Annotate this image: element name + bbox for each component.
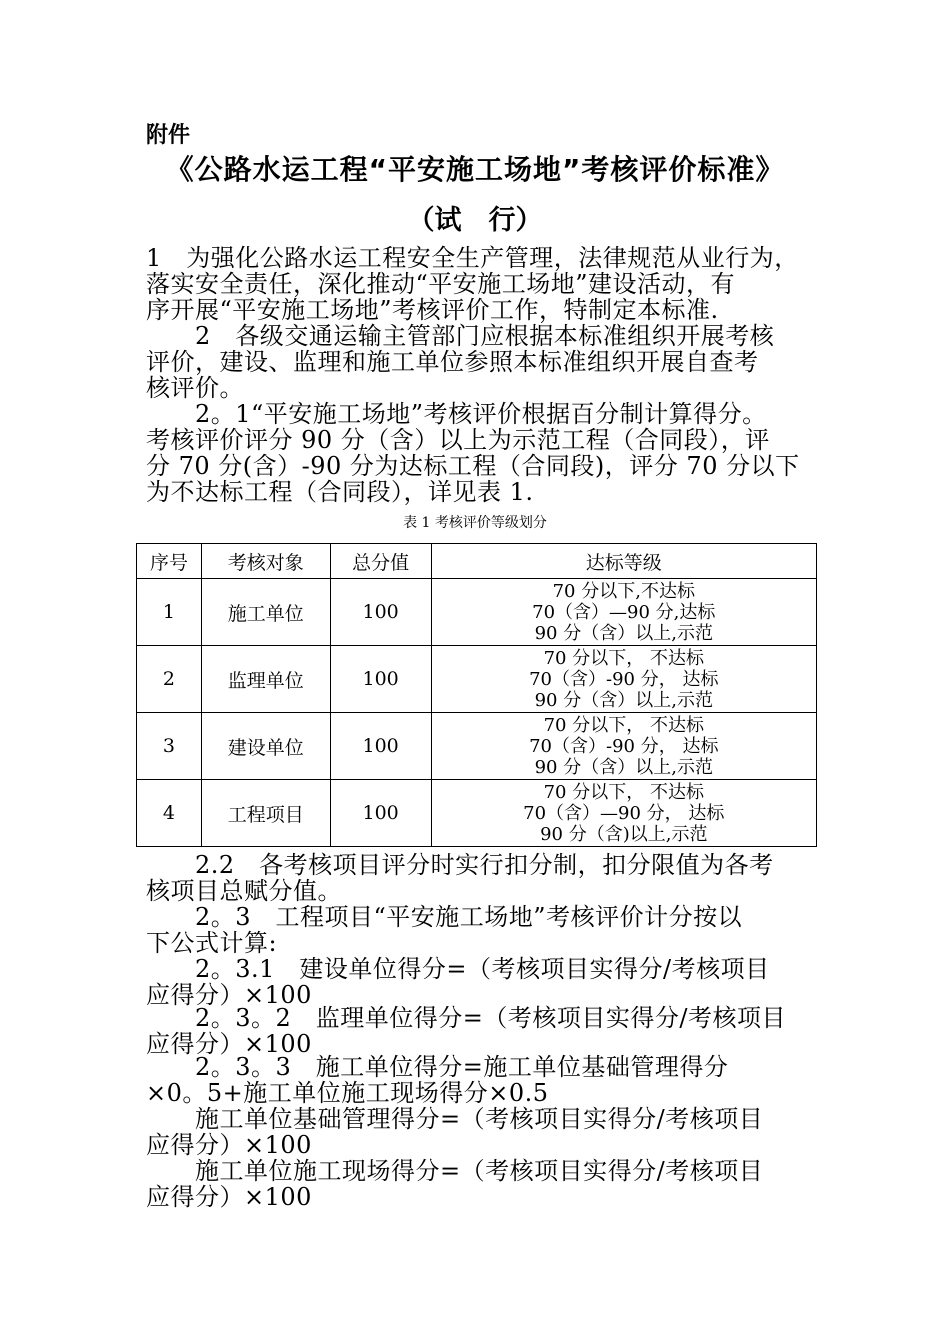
paragraph-line: 2。3。3 施工单位得分=施工单位基础管理得分: [146, 1053, 729, 1081]
paragraph-line: 考核评价评分 90 分（含）以上为示范工程（合同段），评: [146, 426, 770, 454]
document-title: 《公路水运工程“平安施工场地”考核评价标准》: [165, 153, 785, 186]
table-row: [137, 780, 817, 847]
cell-target: 工程项目: [201, 780, 330, 847]
cell-no: 3: [137, 713, 202, 780]
paragraph-line: 2 各级交通运输主管部门应根据本标准组织开展考核: [146, 322, 775, 350]
column-header-no: 序号: [137, 544, 202, 579]
table-row: [137, 646, 817, 713]
paragraph-line: 1 为强化公路水运工程安全生产管理，法律规范从业行为，: [146, 244, 799, 272]
cell-no: 4: [137, 780, 202, 847]
paragraph-line: 应得分）×100: [146, 1183, 312, 1211]
level-line: 90 分（含）以上,示范: [534, 756, 713, 778]
paragraph-line: 核评价。: [146, 374, 244, 402]
cell-levels: [431, 713, 816, 780]
level-line: 70（含）-90 分， 达标: [529, 668, 719, 690]
cell-score: 100: [330, 780, 431, 847]
column-header-score: 总分值: [330, 544, 431, 579]
table-row: [137, 579, 817, 646]
cell-levels: [431, 780, 816, 847]
table-caption: 表 1 考核评价等级划分: [403, 515, 547, 531]
table-header-row: [137, 544, 817, 579]
level-line: 70（含）—90 分， 达标: [523, 802, 725, 824]
cell-score: 100: [330, 579, 431, 646]
cell-score: 100: [330, 713, 431, 780]
level-line: 70 分以下， 不达标: [543, 714, 704, 736]
level-line: 70 分以下,不达标: [552, 580, 695, 602]
level-line: 70 分以下， 不达标: [543, 647, 704, 669]
cell-no: 1: [137, 579, 202, 646]
level-line: 90 分（含)以上,示范: [540, 823, 708, 845]
paragraph-line: 下公式计算:: [146, 929, 278, 957]
grade-table: [136, 543, 817, 847]
cell-levels: [431, 646, 816, 713]
paragraph-line: ×0。5+施工单位施工现场得分×0.5: [146, 1079, 549, 1107]
level-line: 70（含）-90 分， 达标: [529, 735, 719, 757]
paragraph-line: 2.2 各考核项目评分时实行扣分制，扣分限值为各考: [146, 851, 774, 879]
cell-target: 建设单位: [201, 713, 330, 780]
paragraph-line: 2。3。2 监理单位得分=（考核项目实得分/考核项目: [146, 1004, 787, 1032]
column-header-level: 达标等级: [431, 544, 816, 579]
paragraph-line: 2。1“平安施工场地”考核评价根据百分制计算得分。: [146, 400, 767, 428]
paragraph-line: 分 70 分(含）-90 分为达标工程（合同段)，评分 70 分以下: [146, 452, 800, 480]
paragraph-line: 应得分）×100: [146, 981, 312, 1009]
paragraph-line: 施工单位施工现场得分=（考核项目实得分/考核项目: [146, 1157, 764, 1185]
cell-target: 施工单位: [201, 579, 330, 646]
level-line: 90 分（含）以上,示范: [534, 689, 713, 711]
level-line: 70 分以下， 不达标: [543, 781, 704, 803]
paragraph-line: 核项目总赋分值。: [146, 877, 342, 905]
paragraph-line: 评价，建设、监理和施工单位参照本标准组织开展自查考: [146, 348, 759, 376]
table-row: [137, 713, 817, 780]
paragraph-line: 应得分）×100: [146, 1131, 312, 1159]
cell-levels: [431, 579, 816, 646]
column-header-target: 考核对象: [201, 544, 330, 579]
paragraph-line: 落实安全责任，深化推动“平安施工场地”建设活动，有: [146, 270, 736, 298]
paragraph-line: 2。3 工程项目“平安施工场地”考核评价计分按以: [146, 903, 743, 931]
cell-no: 2: [137, 646, 202, 713]
paragraph-line: 应得分）×100: [146, 1030, 312, 1058]
level-line: 70（含）—90 分,达标: [532, 601, 716, 623]
cell-target: 监理单位: [201, 646, 330, 713]
paragraph-line: 为不达标工程（合同段），详见表 1.: [146, 478, 534, 506]
cell-score: 100: [330, 646, 431, 713]
paragraph-line: 序开展“平安施工场地”考核评价工作，特制定本标准.: [146, 296, 719, 324]
level-line: 90 分（含）以上,示范: [534, 622, 713, 644]
attachment-label: 附件: [146, 123, 191, 148]
paragraph-line: 2。3.1 建设单位得分=（考核项目实得分/考核项目: [146, 955, 770, 983]
document-subtitle: （试 行）: [407, 205, 543, 236]
paragraph-line: 施工单位基础管理得分=（考核项目实得分/考核项目: [146, 1105, 764, 1133]
